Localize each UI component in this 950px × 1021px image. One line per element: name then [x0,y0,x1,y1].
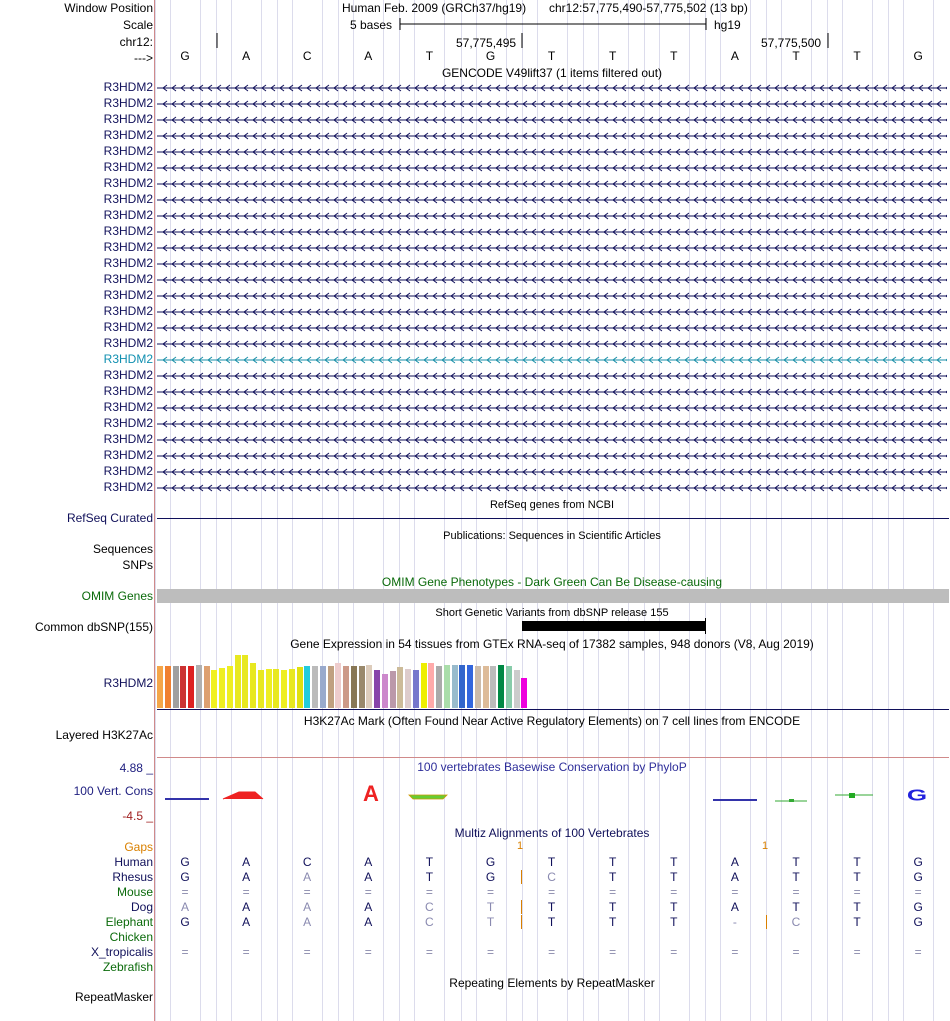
gtex-tissue-bar[interactable] [235,655,241,708]
sequences-label[interactable]: Sequences [92,542,153,556]
dbsnp-label[interactable]: Common dbSNP(155) [34,620,153,634]
gencode-transcript[interactable] [157,82,947,92]
alignment-base: = [486,885,494,899]
ruler-tick [215,33,219,49]
gencode-title: GENCODE V49lift37 (1 items filtered out) [441,66,663,80]
alignment-base: T [547,900,556,914]
species-label[interactable]: Mouse [116,885,153,899]
alignment-base: T [853,870,861,884]
gtex-tissue-bar[interactable] [444,665,450,708]
strand-arrow-label: ---> [134,51,153,65]
omim-title: OMIM Gene Phenotypes - Dark Green Can Be Disease-causing [381,575,723,589]
alignment-base: = [914,945,922,959]
gtex-tissue-bar[interactable] [281,670,287,708]
insertion-mark [521,870,522,884]
alignment-base: A [364,915,373,929]
alignment-base: T [486,900,495,914]
gtex-tissue-bar[interactable] [343,666,349,708]
gtex-tissue-bar[interactable] [335,663,341,708]
gencode-transcript[interactable] [157,130,947,140]
gtex-tissue-bar[interactable] [328,666,334,708]
gencode-transcript[interactable] [157,370,947,380]
alignment-base: C [425,900,434,914]
snps-label[interactable]: SNPs [122,558,153,572]
gencode-transcript[interactable] [157,322,947,332]
alignment-base: G [180,870,190,884]
alignment-base: = [548,885,556,899]
alignment-base: A [364,870,373,884]
alignment-base: T [547,855,556,869]
gtex-tissue-bar[interactable] [521,678,527,708]
gencode-item-label[interactable]: R3HDM2 [103,192,153,206]
conservation-min: -4.5 _ [122,809,153,823]
gencode-item-label[interactable]: R3HDM2 [103,416,153,430]
scale-bar [398,16,710,32]
gencode-transcript[interactable] [157,338,947,348]
gtex-tissue-bar[interactable] [490,666,496,708]
alignment-base: G [913,915,923,929]
chrom-label: chr12: [119,35,153,49]
species-label[interactable]: Chicken [109,930,153,944]
gencode-transcript[interactable] [157,466,947,476]
alignment-base: A [364,900,373,914]
gtex-tissue-bar[interactable] [498,665,504,708]
gtex-tissue-bar[interactable] [506,666,512,708]
conservation-logo[interactable] [157,784,949,804]
alignment-base: = [425,945,433,959]
gencode-transcript[interactable] [157,386,947,396]
gap-count-2: 1 [762,840,769,852]
base-letter: G [180,49,190,63]
alignment-base: - [732,915,737,929]
gtex-tissue-bar[interactable] [273,669,279,708]
gencode-item-label[interactable]: R3HDM2 [103,432,153,446]
gencode-item-label[interactable]: R3HDM2 [103,320,153,334]
insertion-mark [521,915,522,929]
alignment-base: T [792,855,800,869]
gencode-transcript[interactable] [157,242,947,252]
alignment-base: A [730,855,739,869]
conservation-letter-a: A [363,784,379,804]
alignment-base: = [303,885,311,899]
insertion-mark [766,915,767,929]
omim-feature-bar[interactable] [157,589,949,603]
gencode-transcript[interactable] [157,98,947,108]
gtex-tissue-bar[interactable] [351,666,357,708]
gtex-tissue-bar[interactable] [483,666,489,708]
gencode-transcript[interactable] [157,210,947,220]
db-text: hg19 [714,18,741,32]
gencode-item-label[interactable]: R3HDM2 [103,80,153,94]
gencode-transcript[interactable] [157,178,947,188]
omim-label[interactable]: OMIM Genes [81,589,153,603]
gencode-item-label[interactable]: R3HDM2 [103,176,153,190]
alignment-base: C [425,915,434,929]
alignment-base: = [425,885,433,899]
gtex-tissue-bar[interactable] [204,666,210,708]
alignment-base: = [853,885,861,899]
gtex-title: Gene Expression in 54 tissues from GTEx RNA-seq of 17382 samples, 948 donors (V8, Aug 2019) [290,637,814,651]
gencode-item-label[interactable]: R3HDM2 [103,288,153,302]
gtex-tissue-bar[interactable] [250,663,256,708]
gencode-item-label[interactable]: R3HDM2 [103,336,153,350]
alignment-base: A [303,870,312,884]
conservation-max: 4.88 _ [119,761,153,775]
alignment-base: = [670,885,678,899]
base-letter: G [485,49,496,63]
gtex-tissue-bar[interactable] [459,665,465,708]
alignment-base: = [609,885,617,899]
conservation-letter-g: G [906,785,928,804]
gencode-transcript[interactable] [157,274,947,284]
base-letter: T [547,49,556,63]
gtex-tissue-bar[interactable] [374,670,380,708]
gencode-item-label[interactable]: R3HDM2 [103,224,153,238]
base-letter: T [425,49,434,63]
gtex-tissue-bar[interactable] [514,670,520,708]
base-letter: T [609,49,617,63]
scale-text: 5 bases [350,18,393,32]
alignment-base: T [486,915,495,929]
gtex-tissue-bar[interactable] [289,669,295,708]
alignment-base: C [547,870,556,884]
species-label[interactable]: Human [114,855,153,869]
gencode-transcript[interactable] [157,482,947,492]
gtex-tissue-bar[interactable] [320,666,326,708]
alignment-base: = [670,945,678,959]
gaps-label[interactable]: Gaps [124,840,153,854]
gencode-transcript[interactable] [157,418,947,428]
grid-line [155,0,156,1021]
base-letter: G [913,49,923,63]
gencode-item-label[interactable]: R3HDM2 [103,384,153,398]
gtex-tissue-bar[interactable] [180,666,186,708]
gencode-transcript[interactable] [157,402,947,412]
gencode-item-label[interactable]: R3HDM2 [103,112,153,126]
gencode-item-label[interactable]: R3HDM2 [103,400,153,414]
alignment-base: A [730,870,739,884]
alignment-base: = [242,945,250,959]
alignment-base: = [548,945,556,959]
coord-label-1: 57,775,495 [456,36,517,50]
alignment-base: A [242,870,251,884]
gencode-transcript[interactable] [157,354,947,364]
alignment-base: T [609,915,617,929]
gencode-transcript[interactable] [157,162,947,172]
conservation-label[interactable]: 100 Vert. Cons [73,784,153,798]
alignment-base: A [303,900,312,914]
gencode-transcript[interactable] [157,450,947,460]
gtex-tissue-bar[interactable] [366,665,372,708]
base-letter: C [302,49,312,63]
alignment-base: T [670,915,678,929]
insertion-mark [521,900,522,914]
base-letter: T [853,49,861,63]
label-separator [154,0,155,1021]
alignment-base: A [364,855,373,869]
gencode-transcript[interactable] [157,290,947,300]
species-label[interactable]: X_tropicalis [90,945,153,959]
species-label[interactable]: Zebrafish [102,960,153,974]
alignment-base: T [670,870,678,884]
gtex-label[interactable]: R3HDM2 [103,676,153,690]
alignment-base: A [303,915,312,929]
h3k27ac-label[interactable]: Layered H3K27Ac [55,728,153,742]
gencode-item-label[interactable]: R3HDM2 [103,240,153,254]
alignment-base: T [609,870,617,884]
gencode-transcript[interactable] [157,194,947,204]
alignment-base: G [180,915,190,929]
gtex-tissue-bar[interactable] [436,666,442,708]
gtex-tissue-bar[interactable] [196,665,202,708]
gtex-tissue-bar[interactable] [297,667,303,708]
gtex-tissue-bar[interactable] [258,670,264,708]
alignment-base: T [853,855,861,869]
base-letter: T [670,49,678,63]
refseq-label[interactable]: RefSeq Curated [66,511,153,525]
alignment-base: G [180,855,190,869]
alignment-base: = [609,945,617,959]
repeatmasker-title: Repeating Elements by RepeatMasker [449,976,655,990]
gencode-item-label[interactable]: R3HDM2 [103,128,153,142]
alignment-base: T [609,855,617,869]
alignment-base: G [485,870,496,884]
h3k27ac-title: H3K27Ac Mark (Often Found Near Active Regulatory Elements) on 7 cell lines from ENCODE [303,714,801,728]
alignment-base: T [609,900,617,914]
gtex-tissue-bar[interactable] [304,666,310,708]
alignment-base: G [913,870,923,884]
gtex-tissue-bar[interactable] [165,666,171,708]
refseq-title: RefSeq genes from NCBI [489,499,615,511]
gencode-transcript[interactable] [157,258,947,268]
alignment-base: = [364,945,372,959]
gencode-item-label[interactable]: R3HDM2 [103,448,153,462]
species-label[interactable]: Dog [130,900,153,914]
gtex-baseline [157,709,949,710]
assembly-text: Human Feb. 2009 (GRCh37/hg19) [342,1,527,15]
alignment-base: G [485,855,496,869]
alignment-base: = [303,945,311,959]
gencode-item-label[interactable]: R3HDM2 [103,208,153,222]
gtex-tissue-bar[interactable] [242,655,248,708]
alignment-base: = [242,885,250,899]
base-letter: A [364,49,373,63]
gencode-transcript[interactable] [157,434,947,444]
multiz-title: Multiz Alignments of 100 Vertebrates [454,826,650,840]
gtex-tissue-bar[interactable] [475,666,481,708]
dbsnp-variant-bar[interactable] [522,621,706,631]
gtex-tissue-bar[interactable] [421,663,427,708]
gtex-tissue-bar[interactable] [359,666,365,708]
alignment-base: = [731,945,739,959]
alignment-base: = [792,945,800,959]
gtex-tissue-bar[interactable] [452,665,458,708]
scale-label: Scale [122,18,153,32]
alignment-base: T [792,870,800,884]
position-text: chr12:57,775,490-57,775,502 (13 bp) [549,1,748,15]
alignment-base: T [425,870,434,884]
gtex-tissue-bar[interactable] [188,666,194,708]
base-letter: A [730,49,739,63]
gencode-item-label[interactable]: R3HDM2 [103,368,153,382]
alignment-base: = [853,945,861,959]
alignment-base: A [180,900,189,914]
alignment-base: T [670,900,678,914]
gencode-transcript[interactable] [157,306,947,316]
alignment-base: = [181,945,189,959]
gtex-tissue-bar[interactable] [173,666,179,708]
alignment-base: = [792,885,800,899]
ruler-tick [826,33,830,49]
h3k27ac-baseline [157,757,949,758]
alignment-base: T [792,900,800,914]
alignment-base: = [731,885,739,899]
gtex-tissue-bar[interactable] [397,667,403,708]
gencode-item-label[interactable]: R3HDM2 [103,272,153,286]
gencode-item-label[interactable]: R3HDM2 [103,144,153,158]
conservation-title: 100 vertebrates Basewise Conservation by PhyloP [417,760,687,774]
gap-count-1: 1 [517,840,524,852]
ruler-tick [520,33,524,49]
alignment-base: G [913,855,923,869]
coord-label-2: 57,775,500 [761,36,822,50]
alignment-base: T [670,855,678,869]
publications-title: Publications: Sequences in Scientific Articles [443,530,661,542]
alignment-base: C [791,915,801,929]
gencode-item-label[interactable]: R3HDM2 [103,352,153,366]
gencode-item-label[interactable]: R3HDM2 [103,160,153,174]
gtex-tissue-bar[interactable] [382,674,388,708]
alignment-base: A [730,900,739,914]
gtex-tissue-bar[interactable] [266,669,272,708]
gtex-tissue-bar[interactable] [413,670,419,708]
alignment-base: G [913,900,923,914]
dbsnp-variant-end [705,618,706,634]
gtex-tissue-bar[interactable] [211,670,217,708]
alignment-base: A [242,900,251,914]
gtex-tissue-bar[interactable] [227,666,233,708]
gtex-tissue-bar[interactable] [312,666,318,708]
base-letter: T [792,49,800,63]
alignment-base: T [425,855,434,869]
gencode-transcript[interactable] [157,226,947,236]
gencode-item-label[interactable]: R3HDM2 [103,256,153,270]
gencode-item-label[interactable]: R3HDM2 [103,464,153,478]
alignment-base: = [486,945,494,959]
gtex-tissue-bar[interactable] [157,666,163,708]
window-position-label: Window Position [64,1,153,15]
alignment-base: = [181,885,189,899]
species-label[interactable]: Rhesus [112,870,153,884]
gencode-transcript[interactable] [157,146,947,156]
dbsnp-title: Short Genetic Variants from dbSNP release 155 [435,607,669,619]
gtex-tissue-bar[interactable] [428,663,434,708]
gtex-tissue-bar[interactable] [390,671,396,708]
repeatmasker-label[interactable]: RepeatMasker [74,990,153,1004]
base-letter: A [242,49,251,63]
gtex-tissue-bar[interactable] [467,665,473,708]
alignment-base: = [914,885,922,899]
alignment-base: C [302,855,312,869]
alignment-base: A [242,855,251,869]
gencode-transcript[interactable] [157,114,947,124]
alignment-base: A [242,915,251,929]
gtex-tissue-bar[interactable] [219,668,225,708]
alignment-base: = [364,885,372,899]
gtex-tissue-bar[interactable] [405,669,411,708]
alignment-base: T [547,915,556,929]
alignment-base: T [853,900,861,914]
gencode-item-label[interactable]: R3HDM2 [103,96,153,110]
gencode-item-label[interactable]: R3HDM2 [103,480,153,494]
alignment-base: T [853,915,861,929]
species-label[interactable]: Elephant [105,915,153,929]
gencode-item-label[interactable]: R3HDM2 [103,304,153,318]
refseq-track-line[interactable] [157,518,949,519]
